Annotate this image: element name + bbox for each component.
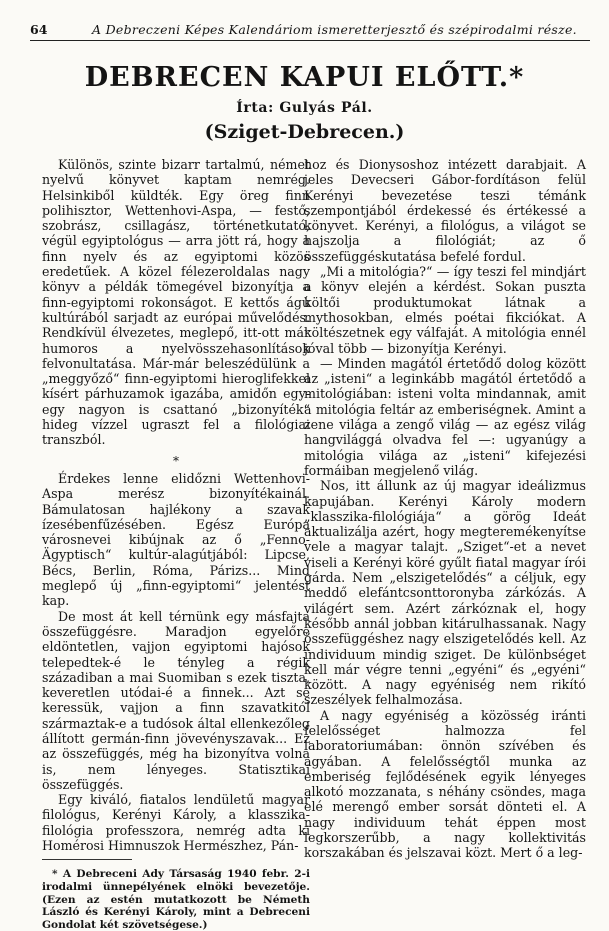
footnote-rule — [42, 859, 132, 860]
footnote: * A Debreceni Ady Társaság 1940 febr. 2-i irodalmi ünnepélyének elnöki bevezetője. (Ezen az estén mutatkozott be Németh László és Kerényi Károly, mint a Debreceni Gondolat két szövetségese.) — [42, 868, 310, 931]
running-title: A Debreczeni Képes Kalendáriom ismeretterjesztő és szépirodalmi része. — [92, 22, 577, 37]
left-paragraph-3: De most át kell térnünk egy másfajta összefüggésre. Maradjon egyelőre eldöntetlen, vajjon egyiptomi hajósok telepedtek-é le tényleg a régik századiban a mai Suomiban s ezek tiszta, keveretlen utódai-é a finnek... Azt se keressük, vajjon a finn szavatkitól származtak-e a tudósok által ellenkezőleg állított germán-finn jövevényszavak... Ez az összefüggés, még ha bizonyítva volna is, nem lényeges. Statisztikai összefüggés. — [42, 608, 310, 792]
right-paragraph-4: Nos, itt állunk az új magyar ideálizmus kapujában. Kerényi Károly modern „klasszika-filológiája“ a görög Ideát aktualizálja azért, hogy megteremékenyítse vele a magyar talajt. „Sziget“-et a nevet viseli a Kerényi köré gyűlt fiatal magyar írói gárda. Nem „elszigetelődés“ a céljuk, egy meddő elefántcsonttoronyba zárkózás. A világért sem. Azért zárkóznak el, hogy később annál jobban kitárulhassanak. Nagy összefüggéshez nagy elszigetelődés kell. Az individuum mindig sziget. De különbséget kell már végre tenni „egyéni“ és „egyéni“ között. A nagy egyéniség nem rikító szeszélyek felhalmozása. — [304, 478, 586, 708]
article-title: DEBRECEN KAPUI ELŐTT.* — [84, 62, 525, 93]
right-paragraph-1: hoz és Dionysoshoz intézett darabjait. A jeles Devecseri Gábor-fordításon felül Kerényi bevezetése teszi témánk szempontjából érdekessé és értékessé a könyvet. Kerényi, a filológus, a világot se hajszolja a filológiát; az ő összefüggéskutatása befelé fordul. — [304, 157, 586, 264]
left-column — [42, 157, 310, 931]
page-number: 64 — [30, 22, 48, 37]
article-author: Írta: Gulyás Pál. — [236, 100, 373, 116]
right-column — [304, 157, 586, 861]
left-paragraph-2: Érdekes lenne elidőzni Wettenhovi-Aspa merész bizonyítékainál. Bámulatosan hajlékony a szavak ízesébenfűzésében. Egész Európa városnevei kibújnak az ő „Fenno-Ägyptisch“ kultúr-alagútjából: Lipcse, Bécs, Berlin, Róma, Párizs... Mind meglepő új „finn-egyiptomi“ jelentést kap. — [42, 470, 310, 609]
header-rule — [30, 40, 590, 41]
left-paragraph-4: Egy kiváló, fiatalos lendületű magyar filológus, Kerényi Károly, a klasszika-filológia professzora, nemrég adta ki Homérosi Himnuszok Hermészhez, Pán- — [42, 792, 310, 854]
section-star: * — [173, 453, 179, 468]
right-paragraph-3: — Minden magától értetődő dolog között az „isteni“ a leginkább magától értetődő a mitológiában: isteni volta mindannak, amit a mitológia feltár az emberiségnek. Amint a zene világa a zengő világ — az egész világ hangvilággá olvadva fel —: ugyanúgy a mitológia világa az „isteni“ kifejezési formáiban megjelenő világ. — [304, 355, 586, 478]
page-header — [30, 22, 590, 42]
right-paragraph-2: „Mi a mitológia?“ — így teszi fel mindjárt a könyv elején a kérdést. Sokan puszta költői produktumokat látnak a mythosokban, elmés poétai fikciókat. A költészetnek egy válfaját. A mitológia ennél jóval több — bizonyítja Kerényi. — [304, 264, 586, 356]
right-paragraph-5: A nagy egyéniség a közösség iránti felelősséget halmozza fel laboratoriumában: önnön szívében és agyában. A felelősségtől munka az emberiség fejlődésének egyik lényeges alkotó mozzanata, s néhány csöndes, maga elé merengő ember sorsát dönteti el. A nagy individuum tehát éppen most legkorszerűbb, a nagy kollektivitás korszakában és jelszavai közt. Mert ő a leg- — [304, 707, 586, 861]
left-paragraph-1: Különös, szinte bizarr tartalmú, német nyelvű könyvet kaptam nemrég. Helsinkiből küldték. Egy öreg finn polihisztor, Wettenhovi-Aspa, — festő, szobrász, csillagász, történetkutató, végül egyiptológus — arra jött rá, hogy a finn nyelv és az egyiptomi közös eredetűek. A közel félezeroldalas nagy könyv a példák tömegével bizonyítja a finn-egyiptomi rokonságot. E kettős ágú kultúrából sarjadt az európai művelődés. Rendkívül élvezetes, meglepő, itt-ott már humoros a nyelvösszehasonlítások felvonultatása. Már-már beleszédülünk a „meggyőző“ finn-egyiptomi hieroglifekkel kísért párhuzamok igazába, amidőn egy-egy nagyon is csattanó „bizonyíték“ hideg vízzel ugraszt fel a filológiai transzból. — [42, 157, 310, 448]
article-subtitle: (Sziget-Debrecen.) — [204, 121, 405, 143]
